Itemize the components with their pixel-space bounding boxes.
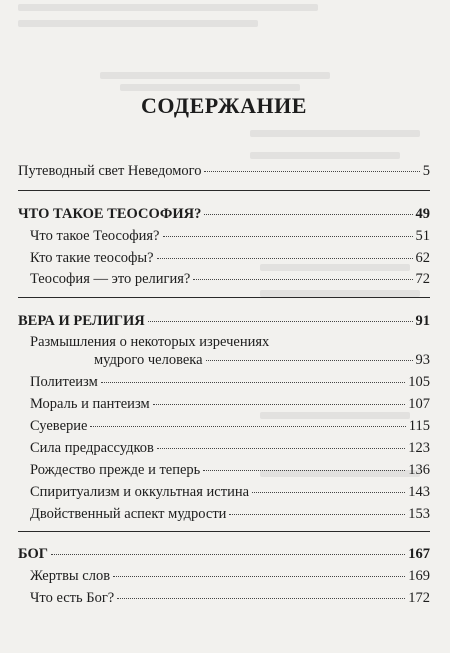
entry-label: Путеводный свет Неведомого <box>18 163 202 179</box>
entry-page: 143 <box>408 484 430 500</box>
leader-dots <box>229 514 405 515</box>
toc-entry <box>30 439 430 457</box>
entry-label: Кто такие теософы? <box>30 250 154 266</box>
entry-page: 105 <box>408 374 430 390</box>
entry-page: 169 <box>408 568 430 584</box>
page-title: СОДЕРЖАНИЕ <box>141 93 307 118</box>
toc-entry <box>30 333 430 369</box>
leader-dots <box>157 448 405 449</box>
entry-page: 93 <box>415 352 430 368</box>
entry-page: 115 <box>408 418 430 434</box>
leader-dots <box>204 214 412 215</box>
table-of-contents <box>18 0 430 653</box>
entry-label: Размышления о некоторых изречениях <box>30 334 270 350</box>
section-label: ВЕРА И РЕЛИГИЯ <box>18 313 145 329</box>
section-label: ЧТО ТАКОЕ ТЕОСОФИЯ? <box>18 206 202 222</box>
section-page: 49 <box>415 206 430 222</box>
entry-label: Спиритуализм и оккультная истина <box>30 484 250 500</box>
toc-entry <box>30 589 430 607</box>
leader-dots <box>148 321 413 322</box>
divider <box>18 190 430 191</box>
section-page: 167 <box>408 546 430 562</box>
leader-dots <box>51 554 405 555</box>
toc-entry <box>30 483 430 501</box>
entry-label-continued: мудрого человека <box>94 352 203 368</box>
leader-dots <box>113 576 405 577</box>
entry-label: Мораль и пантеизм <box>30 396 150 412</box>
leader-dots <box>117 598 405 599</box>
entry-label: Что такое Теософия? <box>30 228 160 244</box>
section-heading <box>18 545 430 563</box>
leader-dots <box>101 382 405 383</box>
entry-label: Двойственный аспект мудрости <box>30 506 227 522</box>
toc-entry <box>30 461 430 479</box>
entry-page: 136 <box>408 462 430 478</box>
leader-dots <box>252 492 405 493</box>
toc-entry-intro <box>18 162 430 180</box>
leader-dots <box>153 404 406 405</box>
toc-entry <box>30 567 430 585</box>
leader-dots <box>163 236 413 237</box>
entry-page: 72 <box>415 271 430 287</box>
section-heading <box>18 205 430 223</box>
toc-entry <box>30 395 430 413</box>
toc-entry <box>30 270 430 288</box>
leader-dots <box>193 279 412 280</box>
entry-label: Жертвы слов <box>30 568 111 584</box>
entry-page: 123 <box>408 440 430 456</box>
leader-dots <box>203 470 405 471</box>
toc-entry <box>30 249 430 267</box>
entry-page: 107 <box>408 396 430 412</box>
entry-label: Теософия — это религия? <box>30 271 191 287</box>
leader-dots <box>204 171 419 172</box>
entry-label: Что есть Бог? <box>30 590 115 606</box>
toc-entry <box>30 373 430 391</box>
leader-dots <box>206 360 413 361</box>
entry-label: Рождество прежде и теперь <box>30 462 201 478</box>
entry-page: 51 <box>415 228 430 244</box>
toc-entry <box>30 505 430 523</box>
entry-page: 62 <box>415 250 430 266</box>
toc-entry <box>30 417 430 435</box>
section-heading <box>18 312 430 330</box>
entry-label: Политеизм <box>30 374 98 390</box>
section-label: БОГ <box>18 546 48 562</box>
entry-label: Сила предрассудков <box>30 440 154 456</box>
toc-entry <box>30 227 430 245</box>
entry-page: 153 <box>408 506 430 522</box>
divider <box>18 297 430 298</box>
entry-label: Суеверие <box>30 418 88 434</box>
leader-dots <box>157 258 413 259</box>
entry-page: 172 <box>408 590 430 606</box>
divider <box>18 531 430 532</box>
section-page: 91 <box>415 313 430 329</box>
entry-page: 5 <box>422 163 430 179</box>
leader-dots <box>90 426 405 427</box>
